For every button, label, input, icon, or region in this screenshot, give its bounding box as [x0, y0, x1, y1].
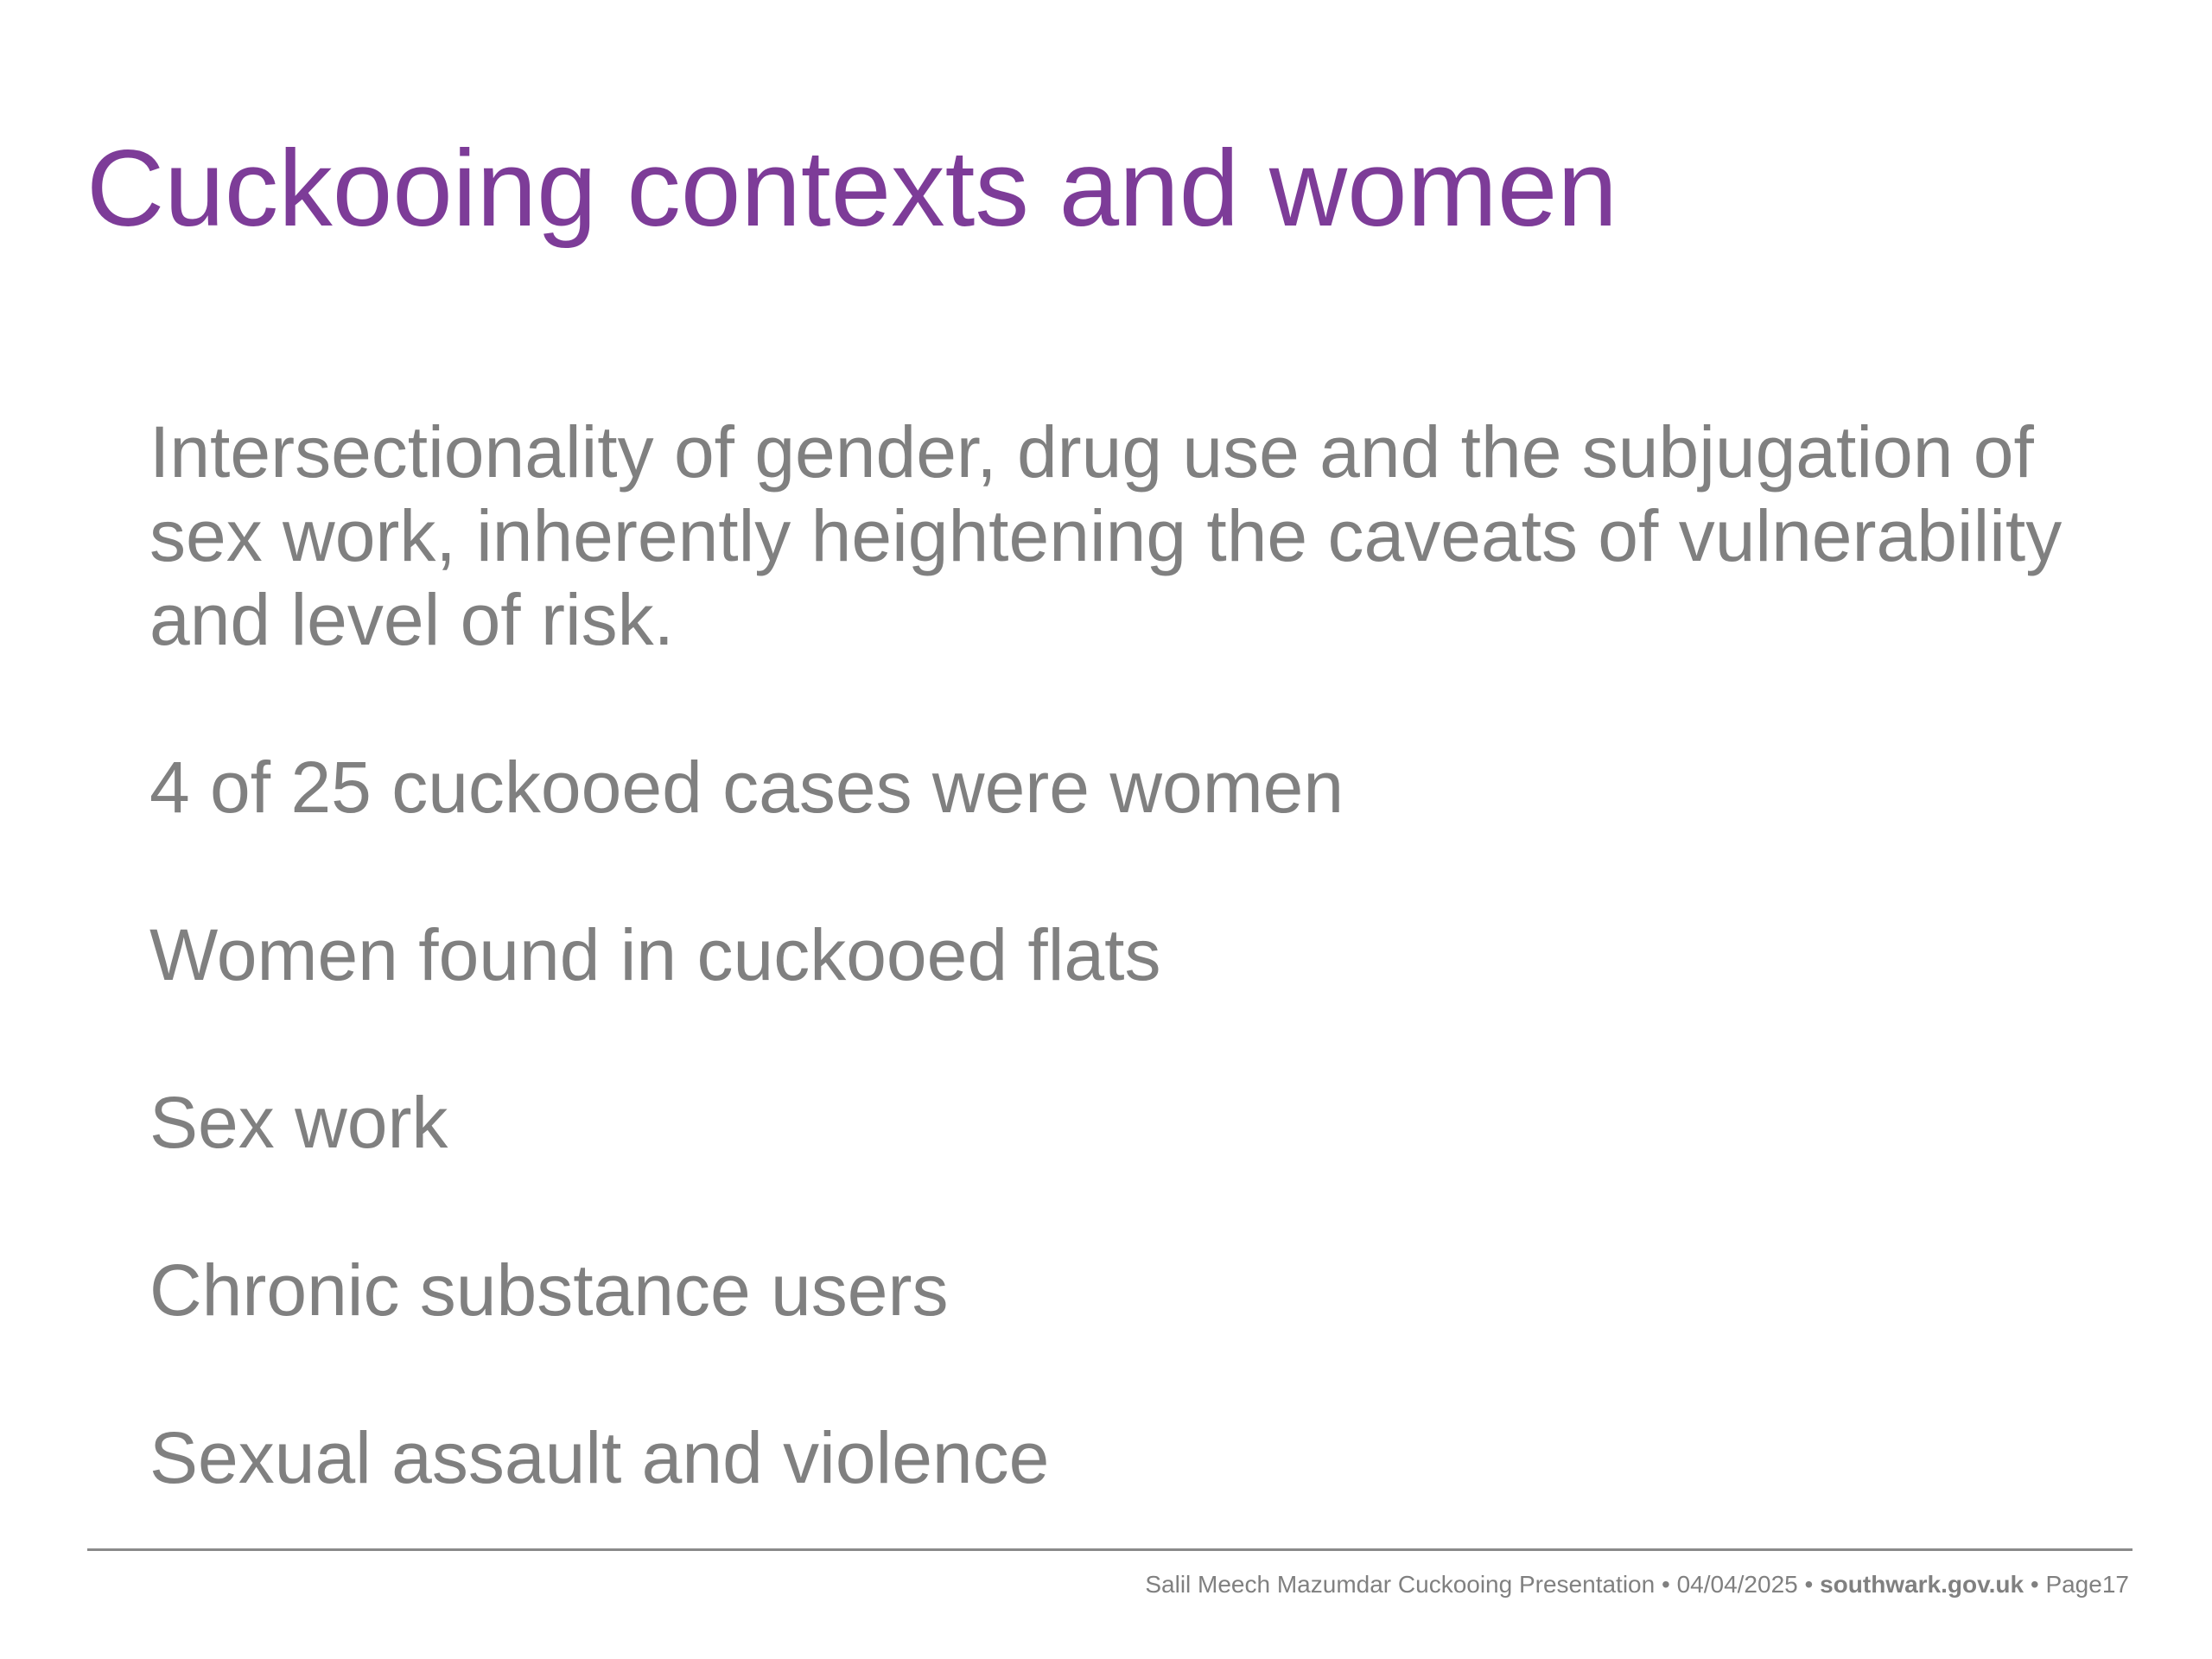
footer-page-label: Page: [2045, 1571, 2102, 1598]
footer-separator: •: [1797, 1571, 1821, 1598]
footer-separator: •: [2024, 1571, 2046, 1598]
body-item-flats: Women found in cuckooed flats: [149, 914, 1161, 995]
body-item-assault: Sexual assault and violence: [149, 1417, 1050, 1498]
body-item-intersectionality: Intersectionality of gender, drug use and the subjugation of sex work, inherently heightening the caveats of vulnerability and level of risk.: [149, 411, 2063, 660]
body-item-sex-work: Sex work: [149, 1082, 448, 1163]
footer-site: southwark.gov.uk: [1820, 1571, 2024, 1598]
footer-date: 04/04/2025: [1676, 1571, 1798, 1598]
body-item-substance-users: Chronic substance users: [149, 1249, 949, 1331]
footer-presenter: Salil Meech Mazumdar Cuckooing Presentation: [1145, 1571, 1656, 1598]
slide-footer: [1145, 1570, 2129, 1599]
slide-title: Cuckooing contexts and women: [86, 129, 1618, 249]
body-list: [149, 410, 2163, 1584]
footer-page-number: 17: [2101, 1571, 2129, 1598]
footer-divider: [87, 1548, 2133, 1551]
footer-separator: •: [1655, 1571, 1677, 1598]
body-item-cases: 4 of 25 cuckooed cases were women: [149, 747, 1344, 828]
